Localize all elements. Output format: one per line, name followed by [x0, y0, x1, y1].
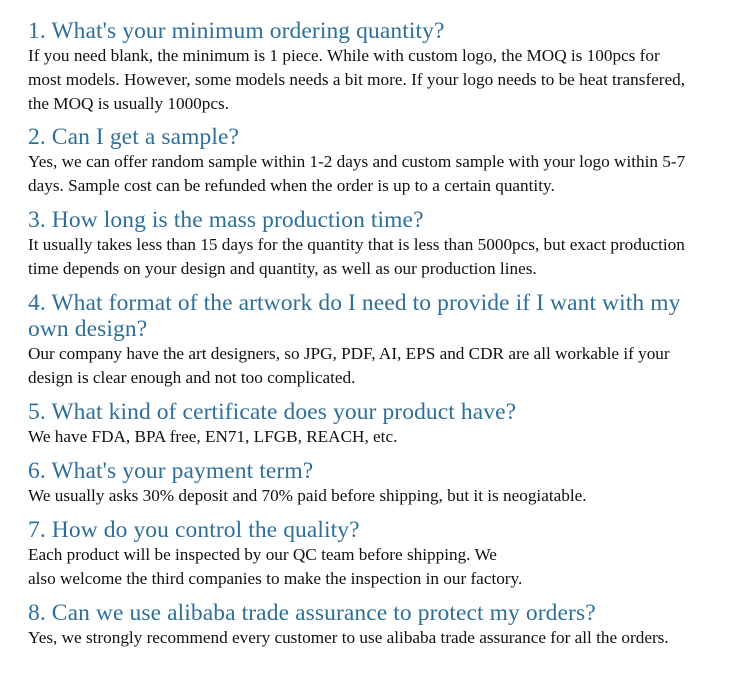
faq-item-1 — [28, 18, 740, 116]
faq-question: 6. What's your payment term? — [28, 458, 314, 484]
faq-answer — [28, 233, 740, 281]
faq-answer-line: Yes, we strongly recommend every customer to use alibaba trade assurance for all the orders. — [28, 628, 669, 647]
faq-answer — [28, 44, 740, 116]
faq-list — [28, 18, 740, 650]
faq-question: 3. How long is the mass production time? — [28, 207, 424, 233]
faq-item-7 — [28, 517, 740, 591]
faq-answer-line: It usually takes less than 15 days for the quantity that is less than 5000pcs, but exact production — [28, 235, 685, 254]
faq-answer — [28, 342, 740, 390]
faq-question-line: own design? — [28, 316, 148, 342]
faq-answer-line: design is clear enough and not too complicated. — [28, 368, 356, 387]
faq-answer — [28, 425, 740, 449]
faq-answer-line: time depends on your design and quantity, as well as our production lines. — [28, 259, 537, 278]
faq-question: 2. Can I get a sample? — [28, 124, 240, 150]
faq-answer — [28, 484, 740, 508]
faq-item-8 — [28, 600, 740, 650]
faq-answer — [28, 543, 740, 591]
faq-answer-line: the MOQ is usually 1000pcs. — [28, 94, 229, 113]
faq-item-4 — [28, 290, 740, 390]
faq-answer — [28, 150, 740, 198]
faq-item-3 — [28, 207, 740, 281]
faq-answer-line: We have FDA, BPA free, EN71, LFGB, REACH, etc. — [28, 427, 398, 446]
faq-answer-line: most models. However, some models needs a bit more. If your logo needs to be heat transfered, — [28, 70, 686, 89]
faq-item-5 — [28, 399, 740, 449]
faq-item-6 — [28, 458, 740, 508]
faq-answer-line: days. Sample cost can be refunded when the order is up to a certain quantity. — [28, 176, 555, 195]
faq-answer — [28, 626, 740, 650]
faq-answer-line: Each product will be inspected by our QC team before shipping. We — [28, 545, 497, 564]
faq-question: 7. How do you control the quality? — [28, 517, 360, 543]
faq-item-2 — [28, 124, 740, 198]
faq-question: 1. What's your minimum ordering quantity? — [28, 18, 445, 44]
faq-answer-line: Yes, we can offer random sample within 1-2 days and custom sample with your logo within 5-7 — [28, 152, 686, 171]
faq-answer-line: also welcome the third companies to make the inspection in our factory. — [28, 569, 523, 588]
faq-answer-line: Our company have the art designers, so JPG, PDF, AI, EPS and CDR are all workable if your — [28, 344, 670, 363]
faq-question-line: 4. What format of the artwork do I need to provide if I want with my — [28, 290, 681, 316]
faq-question: 8. Can we use alibaba trade assurance to protect my orders? — [28, 600, 596, 626]
faq-answer-line: If you need blank, the minimum is 1 piece. While with custom logo, the MOQ is 100pcs for — [28, 46, 660, 65]
faq-answer-line: We usually asks 30% deposit and 70% paid before shipping, but it is neogiatable. — [28, 486, 587, 505]
faq-question — [28, 290, 740, 342]
faq-question: 5. What kind of certificate does your product have? — [28, 399, 517, 425]
